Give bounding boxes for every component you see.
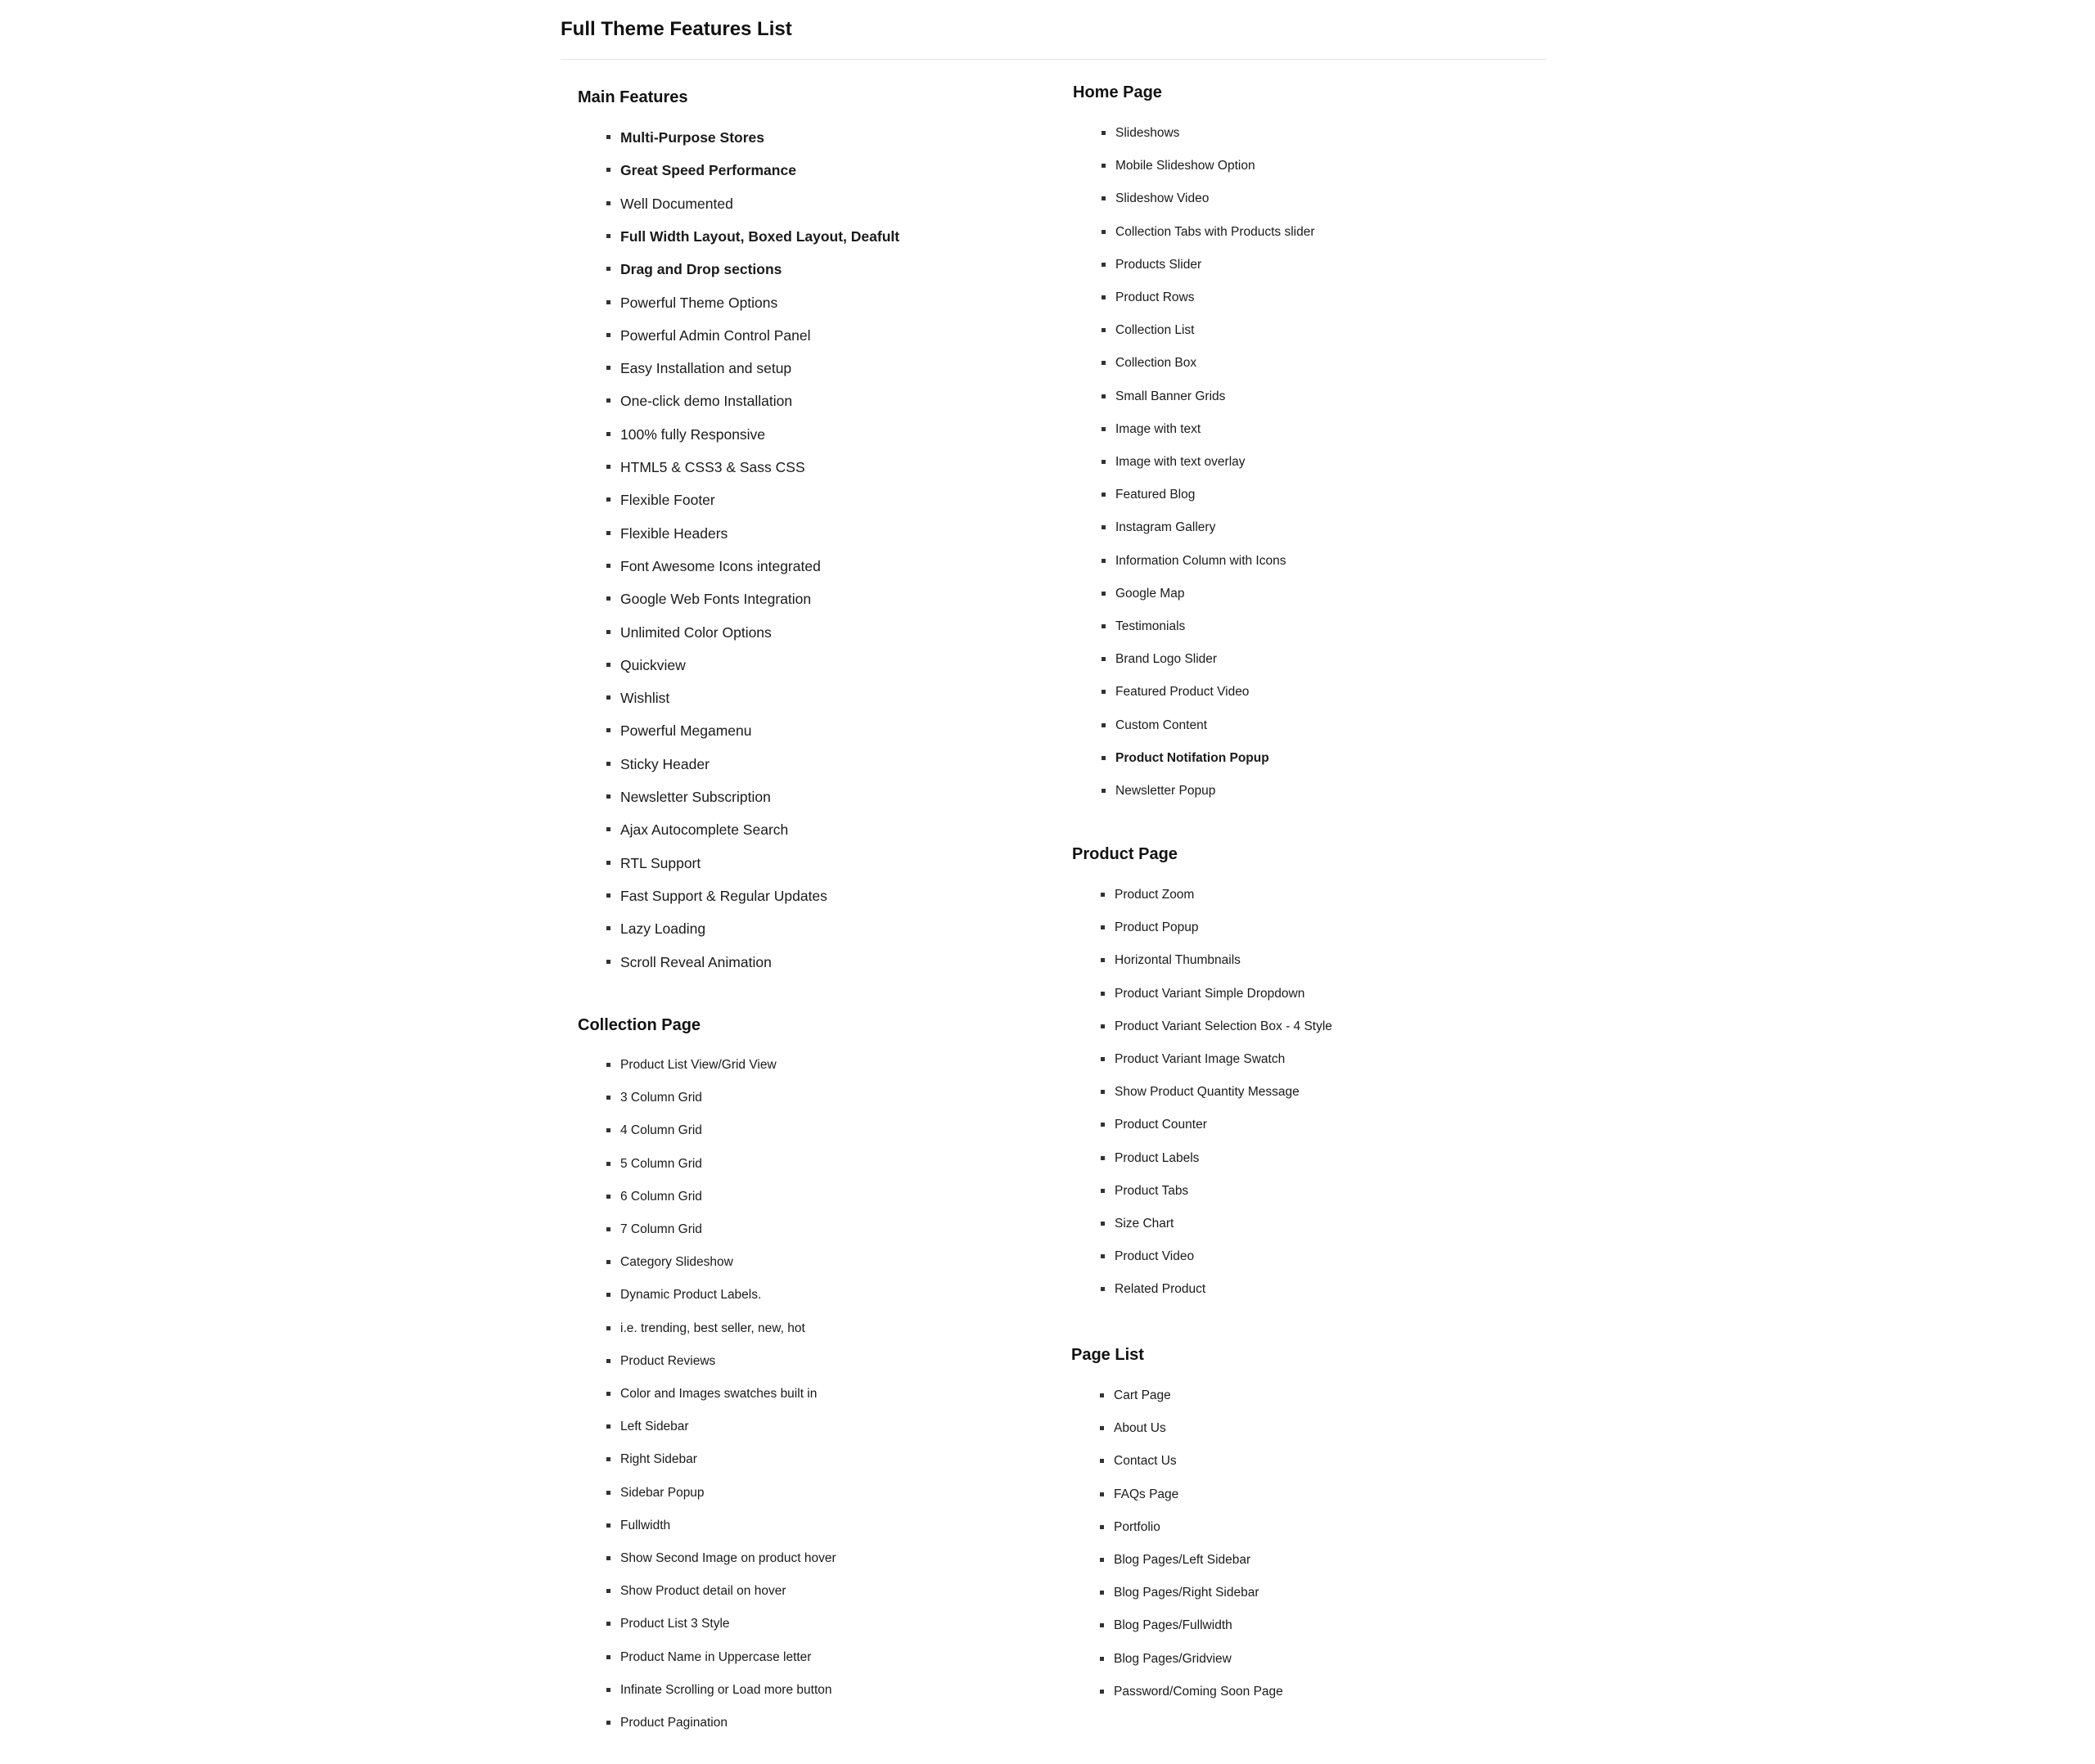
list-item-label: Information Column with Icons xyxy=(1115,553,1286,568)
list-item-label: Product Zoom xyxy=(1115,888,1195,902)
list-item-label: Product List View/Grid View xyxy=(620,1058,777,1072)
list-item-label: Flexible Headers xyxy=(620,524,728,542)
bullet-icon xyxy=(606,1457,610,1461)
bullet-icon xyxy=(606,1523,610,1528)
bullet-icon xyxy=(606,135,610,139)
product-page-section xyxy=(1072,844,1332,1297)
list-item-label: Product Rows xyxy=(1115,290,1195,304)
bullet-icon xyxy=(1102,394,1106,398)
list-item-label: Show Product Quantity Message xyxy=(1115,1085,1300,1100)
list-item-label: About Us xyxy=(1114,1421,1166,1436)
section-title: Main Features xyxy=(578,88,688,106)
list-item-label: Newsletter Popup xyxy=(1115,784,1216,798)
list-item-label: Blog Pages/Gridview xyxy=(1114,1651,1232,1666)
list-item-label: Size Chart xyxy=(1115,1217,1174,1231)
list-item-label: Show Product detail on hover xyxy=(620,1584,786,1599)
bullet-icon xyxy=(606,333,610,337)
bullet-icon xyxy=(1102,559,1106,563)
bullet-icon xyxy=(1100,1558,1104,1562)
bullet-icon xyxy=(606,432,610,436)
bullet-icon xyxy=(1102,493,1106,497)
list-item-label: HTML5 & CSS3 & Sass CSS xyxy=(620,459,805,475)
bullet-icon xyxy=(1100,1591,1104,1595)
list-item-label: Left Sidebar xyxy=(620,1420,689,1434)
list-item-label: Collection Tabs with Products slider xyxy=(1115,224,1315,239)
bullet-icon xyxy=(606,630,610,634)
list-item-label: Product Variant Image Swatch xyxy=(1115,1052,1286,1066)
bullet-icon xyxy=(606,168,610,172)
list-item-label: Right Sidebar xyxy=(620,1452,697,1467)
bullet-icon xyxy=(606,926,610,930)
list-item-label: Horizontal Thumbnails xyxy=(1115,953,1241,968)
list-item-label: Easy Installation and setup xyxy=(620,360,792,377)
bullet-icon xyxy=(1102,328,1106,332)
list-item-label: Mobile Slideshow Option xyxy=(1115,159,1255,173)
bullet-icon xyxy=(606,1392,610,1396)
page-list-section xyxy=(1071,1344,1283,1699)
bullet-icon xyxy=(1102,657,1106,661)
bullet-icon xyxy=(1100,1623,1104,1627)
list-item-label: Scroll Reveal Animation xyxy=(620,953,772,970)
list-item-label: Google Map xyxy=(1115,586,1185,601)
bullet-icon xyxy=(606,1721,610,1725)
bullet-icon xyxy=(1101,1090,1105,1094)
list-item-label: Collection Box xyxy=(1115,356,1197,371)
list-item-label: Testimonials xyxy=(1115,619,1186,633)
bullet-icon xyxy=(606,366,610,370)
bullet-icon xyxy=(606,1655,610,1659)
list-item-label: One-click demo Installation xyxy=(620,393,793,410)
bullet-icon xyxy=(606,1556,610,1560)
bullet-icon xyxy=(606,728,610,732)
list-item-label: Brand Logo Slider xyxy=(1115,652,1218,667)
bullet-icon xyxy=(606,497,610,502)
list-item-label: Small Banner Grids xyxy=(1115,389,1226,403)
bullet-icon xyxy=(606,234,610,238)
bullet-icon xyxy=(1101,958,1105,962)
bullet-icon xyxy=(606,596,610,601)
list-item-label: Product Variant Simple Dropdown xyxy=(1115,986,1305,1001)
list-item-label: i.e. trending, best seller, new, hot xyxy=(620,1321,805,1335)
collection-page-section xyxy=(578,1015,836,1730)
list-item-label: Color and Images swatches built in xyxy=(620,1387,818,1401)
bullet-icon xyxy=(1100,1690,1104,1694)
list-item-label: Flexible Footer xyxy=(620,492,715,509)
bullet-icon xyxy=(1101,1123,1105,1127)
bullet-icon xyxy=(1100,1426,1104,1430)
list-item-label: Image with text xyxy=(1115,421,1201,436)
bullet-icon xyxy=(606,1589,610,1593)
bullet-icon xyxy=(1102,690,1106,694)
bullet-icon xyxy=(1100,1492,1104,1496)
list-item-label: Infinate Scrolling or Load more button xyxy=(620,1682,832,1697)
section-title: Page List xyxy=(1071,1346,1144,1364)
list-item-label: Slideshow Video xyxy=(1115,191,1210,206)
bullet-icon xyxy=(606,1162,610,1166)
bullet-icon xyxy=(606,465,610,469)
bullet-icon xyxy=(606,1063,610,1067)
bullet-icon xyxy=(1102,230,1106,234)
list-item-label: Password/Coming Soon Page xyxy=(1114,1684,1283,1699)
bullet-icon xyxy=(606,1359,610,1363)
bullet-icon xyxy=(1102,525,1106,529)
bullet-icon xyxy=(1102,723,1106,727)
bullet-icon xyxy=(1102,196,1106,200)
list-item-label: Contact Us xyxy=(1114,1454,1177,1469)
list-item-label: Featured Blog xyxy=(1115,488,1196,502)
list-item-label: Powerful Theme Options xyxy=(620,294,778,311)
list-item-label: Powerful Megamenu xyxy=(620,722,752,740)
bullet-icon xyxy=(606,695,610,700)
section-title: Collection Page xyxy=(578,1016,701,1034)
bullet-icon xyxy=(1101,992,1105,996)
bullet-icon xyxy=(606,1491,610,1495)
list-item-label: Quickview xyxy=(620,656,686,673)
title-divider xyxy=(561,59,1547,60)
bullet-icon xyxy=(606,201,610,205)
list-item-label: Well Documented xyxy=(620,195,733,212)
bullet-icon xyxy=(1100,1525,1104,1529)
main-features-section xyxy=(578,87,900,970)
list-item-label: Product Popup xyxy=(1115,920,1199,935)
list-item-label: Product Variant Selection Box - 4 Style xyxy=(1115,1019,1332,1033)
list-item-label: 4 Column Grid xyxy=(620,1123,702,1138)
list-item-label: Product Reviews xyxy=(620,1353,716,1368)
list-item-label: Product List 3 Style xyxy=(620,1617,730,1631)
bullet-icon xyxy=(1101,1222,1105,1226)
page-title: Full Theme Features List xyxy=(561,18,792,40)
list-item-label: Font Awesome Icons integrated xyxy=(620,557,821,574)
bullet-icon xyxy=(1102,624,1106,628)
list-item-label: Drag and Drop sections xyxy=(620,261,782,278)
bullet-icon xyxy=(1101,1189,1105,1193)
bullet-icon xyxy=(606,1260,610,1264)
bullet-icon xyxy=(606,893,610,898)
list-item-label: Unlimited Color Options xyxy=(620,623,772,641)
bullet-icon xyxy=(606,794,610,799)
bullet-icon xyxy=(606,1424,610,1429)
list-item-label: Blog Pages/Right Sidebar xyxy=(1114,1586,1259,1600)
list-item-label: Product Video xyxy=(1115,1249,1195,1264)
list-item-label: 100% fully Responsive xyxy=(620,425,766,443)
list-item-label: Image with text overlay xyxy=(1115,455,1246,469)
bullet-icon xyxy=(606,564,610,568)
bullet-icon xyxy=(606,300,610,304)
list-item-label: Full Width Layout, Boxed Layout, Deafult xyxy=(620,227,900,245)
list-item-label: Portfolio xyxy=(1114,1519,1160,1534)
bullet-icon xyxy=(1100,1459,1104,1463)
bullet-icon xyxy=(606,1096,610,1100)
list-item-label: Custom Content xyxy=(1115,718,1207,732)
bullet-icon xyxy=(1102,295,1106,299)
bullet-icon xyxy=(1101,893,1105,897)
bullet-icon xyxy=(606,1227,610,1231)
list-item-label: FAQs Page xyxy=(1114,1487,1179,1501)
bullet-icon xyxy=(606,762,610,766)
list-item-label: Newsletter Subscription xyxy=(620,789,771,805)
list-item-label: Google Web Fonts Integration xyxy=(620,591,812,608)
list-item-label: Category Slideshow xyxy=(620,1255,733,1270)
bullet-icon xyxy=(606,1195,610,1199)
section-title: Home Page xyxy=(1073,83,1162,101)
bullet-icon xyxy=(1101,925,1105,929)
bullet-icon xyxy=(606,1128,610,1132)
bullet-icon xyxy=(1100,1657,1104,1661)
list-item-label: 7 Column Grid xyxy=(620,1222,702,1236)
bullet-icon xyxy=(606,1293,610,1297)
bullet-icon xyxy=(606,960,610,964)
list-item-label: Product Notifation Popup xyxy=(1115,750,1269,765)
list-item-label: Great Speed Performance xyxy=(620,162,796,179)
bullet-icon xyxy=(606,1326,610,1330)
list-item-label: Wishlist xyxy=(620,690,670,707)
bullet-icon xyxy=(606,827,610,831)
bullet-icon xyxy=(1102,164,1106,168)
bullet-icon xyxy=(1102,460,1106,464)
bullet-icon xyxy=(606,663,610,667)
bullet-icon xyxy=(606,398,610,403)
bullet-icon xyxy=(606,1688,610,1692)
list-item-label: Instagram Gallery xyxy=(1115,520,1216,535)
list-item-label: Product Counter xyxy=(1115,1118,1207,1132)
list-item-label: Related Product xyxy=(1115,1282,1206,1297)
list-item-label: Product Tabs xyxy=(1115,1183,1189,1198)
list-item-label: Cart Page xyxy=(1114,1388,1171,1402)
list-item-label: Fullwidth xyxy=(620,1518,671,1532)
list-item-label: Products Slider xyxy=(1115,257,1202,272)
list-item-label: 3 Column Grid xyxy=(620,1091,702,1105)
list-item-label: Powerful Admin Control Panel xyxy=(620,326,811,344)
bullet-icon xyxy=(606,267,610,271)
bullet-icon xyxy=(1102,592,1106,596)
list-item-label: Product Pagination xyxy=(620,1716,728,1730)
bullet-icon xyxy=(1101,1024,1105,1028)
bullet-icon xyxy=(1101,1156,1105,1160)
list-item-label: Fast Support & Regular Updates xyxy=(620,887,827,904)
list-item-label: Sticky Header xyxy=(620,755,710,772)
bullet-icon xyxy=(1102,263,1106,267)
list-item-label: 6 Column Grid xyxy=(620,1189,702,1204)
home-page-section xyxy=(1073,82,1315,798)
bullet-icon xyxy=(1102,361,1106,365)
list-item-label: Slideshows xyxy=(1115,126,1180,140)
list-item-label: Product Name in Uppercase letter xyxy=(620,1649,812,1664)
bullet-icon xyxy=(1102,789,1106,793)
bullet-icon xyxy=(1102,131,1106,135)
bullet-icon xyxy=(1102,427,1106,431)
list-item-label: Ajax Autocomplete Search xyxy=(620,821,789,839)
bullet-icon xyxy=(1100,1393,1104,1397)
list-item-label: Collection List xyxy=(1115,323,1195,338)
list-item-label: Lazy Loading xyxy=(620,920,706,938)
bullet-icon xyxy=(606,861,610,865)
list-item-label: Sidebar Popup xyxy=(620,1485,705,1500)
list-item-label: Blog Pages/Fullwidth xyxy=(1114,1618,1232,1633)
list-item-label: Dynamic Product Labels. xyxy=(620,1288,762,1303)
list-item-label: Blog Pages/Left Sidebar xyxy=(1114,1553,1251,1567)
bullet-icon xyxy=(1101,1287,1105,1291)
list-item-label: 5 Column Grid xyxy=(620,1156,702,1171)
bullet-icon xyxy=(606,1622,610,1626)
list-item-label: Multi-Purpose Stores xyxy=(620,129,764,146)
section-title: Product Page xyxy=(1072,845,1178,863)
bullet-icon xyxy=(1101,1254,1105,1258)
list-item-label: Show Second Image on product hover xyxy=(620,1551,836,1565)
bullet-icon xyxy=(606,531,610,535)
list-item-label: RTL Support xyxy=(620,854,701,871)
bullet-icon xyxy=(1101,1057,1105,1061)
list-item-label: Featured Product Video xyxy=(1115,685,1250,700)
list-item-label: Product Labels xyxy=(1115,1150,1200,1165)
bullet-icon xyxy=(1102,756,1106,760)
